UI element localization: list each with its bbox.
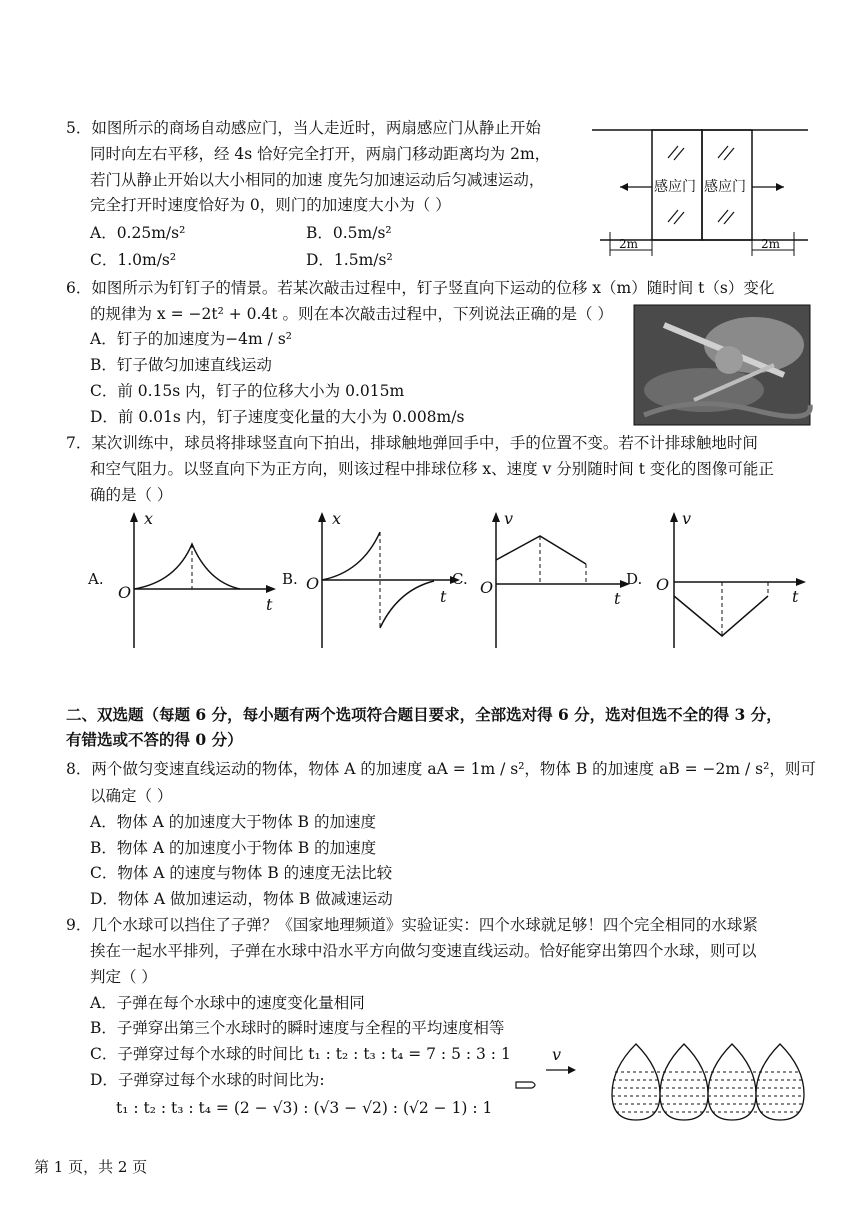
q5-option-c: C．1.0m/s² [90,251,177,269]
graph-d-y-label: v [682,509,692,528]
graph-a-x-label: t [266,595,273,614]
q9-line-2: 挨在一起水平排列，子弹在水球中沿水平方向做匀变速直线运动。恰好能穿出第四个水球，则可以 [90,942,757,960]
graph-b-x-label: t [440,587,447,606]
q5-line-1: 5．如图所示的商场自动感应门，当人走近时，两扇感应门从静止开始 [66,119,541,137]
q9-water-balls-figure [512,1040,812,1124]
graph-d-origin: O [656,575,670,594]
q9-option-d-formula: t₁ : t₂ : t₃ : t₄ = (2 − √3) : (√3 − √2) : (√2 − 1) : 1 [116,1099,493,1117]
q9-option-d: D．子弹穿过每个水球的时间比为: [90,1071,325,1089]
q5-line-3: 若门从静止开始以大小相同的加速 度先匀加速运动后匀减速运动， [90,171,545,189]
graph-c-x-label: t [614,589,621,608]
q6-option-d: D．前 0.01s 内，钉子速度变化量的大小为 0.008m/s [90,408,465,426]
distance-label-left: 2m [619,237,639,251]
q8-option-c: C．物体 A 的速度与物体 B 的速度无法比较 [90,864,393,882]
q8-option-d: D．物体 A 做加速运动，物体 B 做减速运动 [90,890,393,908]
section2-line-1: 二、双选题（每题 6 分，每小题有两个选项符合题目要求，全部选对得 6 分，选对但选不全的得 3 分， [66,705,782,724]
q5-line-2: 同时向左右平移，经 4s 恰好完全打开，两扇门移动距离均为 2m， [90,145,551,163]
q7-graph-a [88,510,278,650]
page-footer: 第 1 页，共 2 页 [34,1158,148,1176]
graph-a-option: A. [88,570,104,588]
graph-d-option: D. [626,570,643,588]
q6-option-a: A．钉子的加速度为−4m / s² [90,330,292,348]
q8-line-2: 以确定（ ） [90,787,173,805]
q8-option-b: B．物体 A 的加速度小于物体 B 的加速度 [90,839,377,857]
graph-b-option: B. [282,570,298,588]
q7-graph-b [282,510,462,650]
q5-option-d: D．1.5m/s² [306,251,393,269]
q7-line-1: 7．某次训练中，球员将排球竖直向下拍出，排球触地弹回手中，手的位置不变。若不计排球触地时间 [66,434,758,452]
distance-label-right: 2m [761,237,781,251]
bullet-icon [516,1082,535,1088]
q9-line-3: 判定（ ） [90,968,157,986]
section2-line-2: 有错选或不答的得 0 分） [66,730,243,749]
q6-line-1: 6．如图所示为钉钉子的情景。若某次敲击过程中，钉子竖直向下运动的位移 x（m）随时间 t（s）变化 [66,279,775,297]
q7-line-2: 和空气阻力。以竖直向下为正方向，则该过程中排球位移 x、速度 v 分别随时间 t 变化的图像可能正 [90,460,774,478]
q7-graph-c [452,510,632,650]
graph-c-origin: O [480,578,494,597]
q6-hammer-photo [634,305,810,425]
graph-a-origin: O [118,583,132,602]
q7-graph-d [626,510,810,650]
graph-c-y-label: v [504,509,514,528]
graph-b-y-label: x [332,509,342,528]
q5-door-figure [590,124,810,264]
q6-line-2: 的规律为 x = −2t² + 0.4t 。则在本次敲击过程中，下列说法正确的是（ ） [90,305,613,323]
q5-line-4: 完全打开时速度恰好为 0，则门的加速度大小为（ ） [90,196,451,214]
graph-d-x-label: t [792,587,799,606]
q5-option-b: B．0.5m/s² [306,224,392,242]
door-label-left: 感应门 [654,179,696,195]
q9-option-a: A．子弹在每个水球中的速度变化量相同 [90,994,365,1012]
q6-option-c: C．前 0.15s 内，钉子的位移大小为 0.015m [90,382,405,400]
graph-c-option: C. [452,570,468,588]
q7-line-3: 确的是（ ） [90,486,173,504]
q8-line-1: 8．两个做匀变速直线运动的物体，物体 A 的加速度 aA = 1m / s²，物体 B 的加速度 aB = −2m / s²，则可 [66,760,816,778]
q5-option-a: A．0.25m/s² [90,224,186,242]
q9-option-b: B．子弹穿出第三个水球时的瞬时速度与全程的平均速度相等 [90,1019,505,1037]
q6-option-b: B．钉子做匀加速直线运动 [90,356,272,374]
door-label-right: 感应门 [704,179,746,195]
graph-b-origin: O [306,574,320,593]
graph-a-y-label: x [144,509,154,528]
q9-line-1: 9．几个水球可以挡住了子弹？《国家地理频道》实验证实：四个水球就足够！四个完全相同的水球紧 [66,916,758,934]
q9-option-c: C．子弹穿过每个水球的时间比 t₁ : t₂ : t₃ : t₄ = 7 : 5 : 3 : 1 [90,1045,511,1063]
bullet-velocity-label: v [552,1045,562,1064]
q8-option-a: A．物体 A 的加速度大于物体 B 的加速度 [90,813,376,831]
